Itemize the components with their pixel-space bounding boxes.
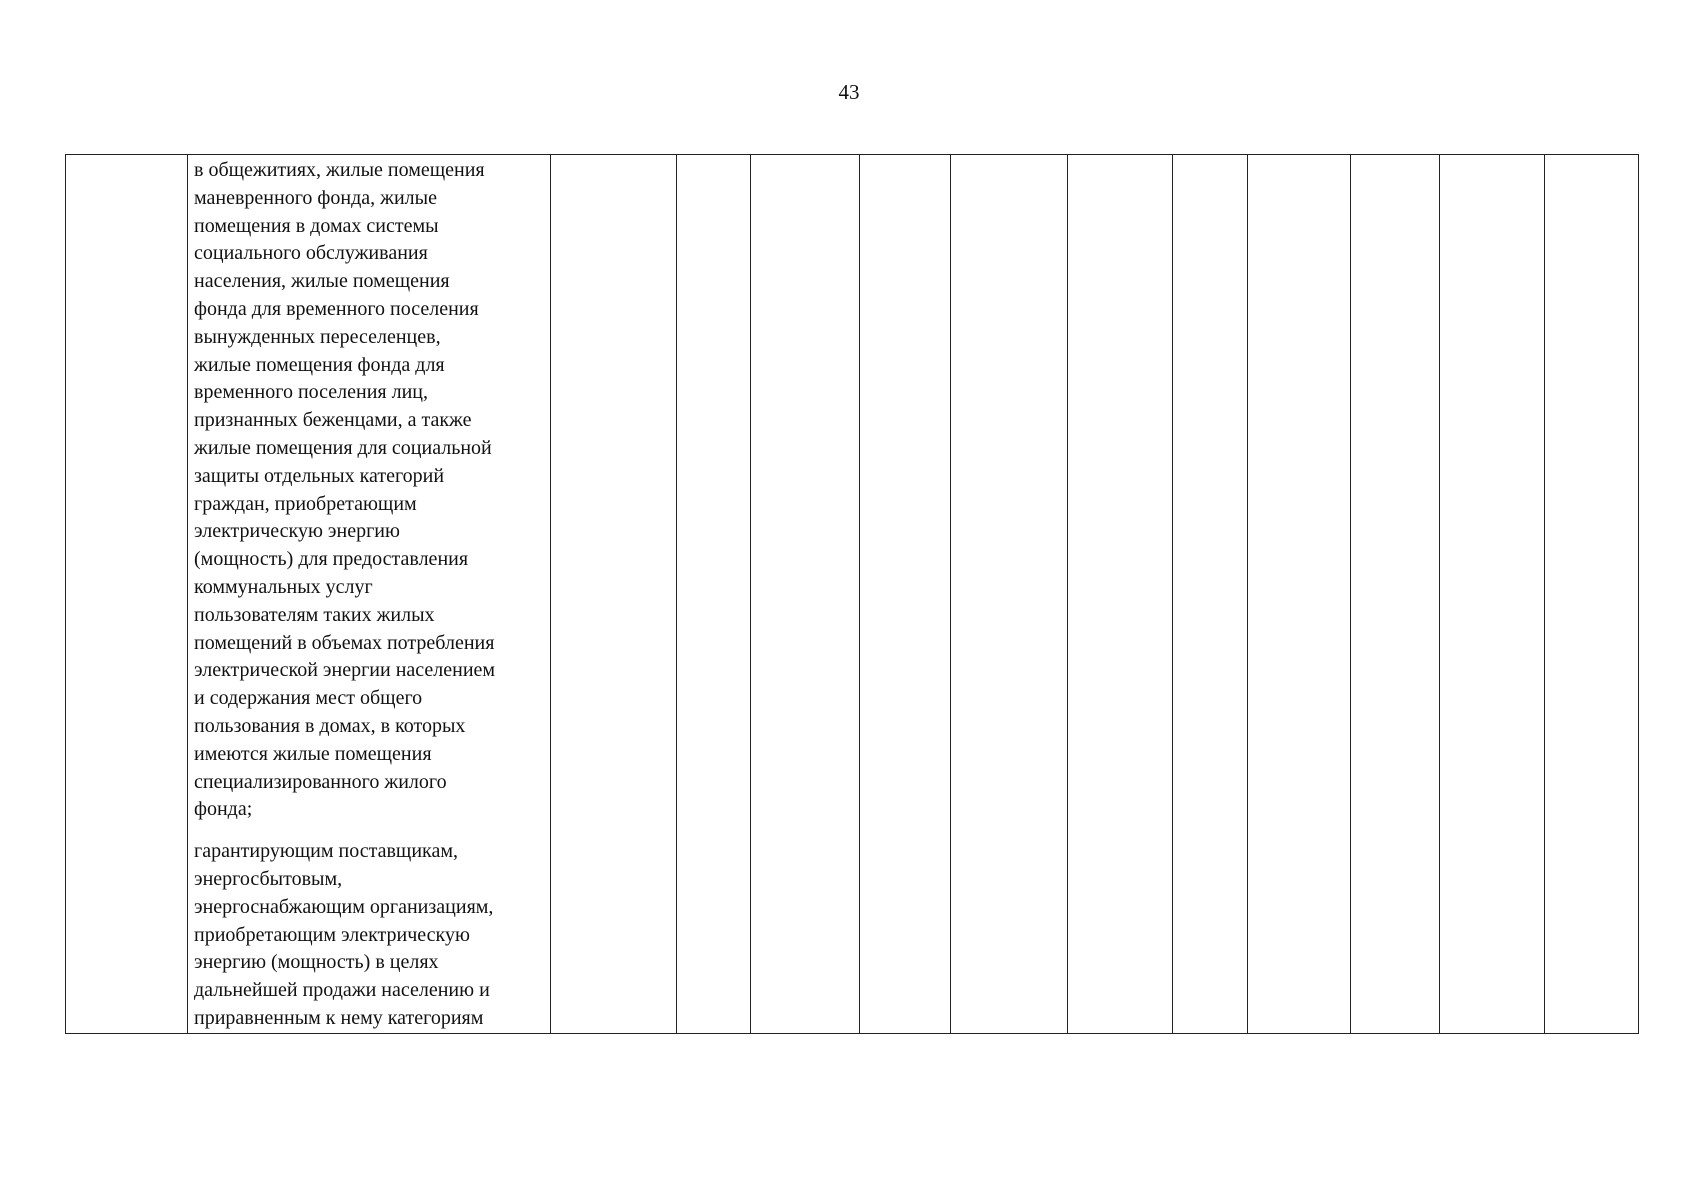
- empty-cell: [1248, 155, 1351, 1034]
- empty-cell: [1545, 155, 1639, 1034]
- number-cell: [66, 155, 188, 1034]
- table-row: [66, 155, 1639, 1034]
- empty-cell: [751, 155, 860, 1034]
- empty-cell: [677, 155, 751, 1034]
- empty-cell: [860, 155, 951, 1034]
- data-table: [65, 154, 1639, 1034]
- empty-cell: [1173, 155, 1248, 1034]
- empty-cell: [1440, 155, 1545, 1034]
- description-cell: [188, 155, 551, 1034]
- empty-cell: [951, 155, 1068, 1034]
- description-paragraph-1: в общежитиях, жилые помещения маневренного фонда, жилые помещения в домах системы социального обслуживания населения, жилые помещения фонда для временного поселения вынужденных переселенцев, жилые помещения фонда для временного поселения лиц, признанных беженцами, а также жилые помещения для социальной защиты отдельных категорий граждан, приобретающим электрическую энергию (мощность) для предоставления коммунальных услуг пользователям таких жилых помещений в объемах потребления электрической энергии населением и содержания мест общего пользования в домах, в которых имеются жилые помещения специализированного жилого фонда;: [194, 159, 496, 821]
- description-paragraph-2: гарантирующим поставщикам, энергосбытовым, энергоснабжающим организациям, приобретающим электрическую энергию (мощность) в целях дальнейшей продажи населению и приравненным к нему категориям: [194, 840, 494, 1029]
- page-number: 43: [838, 80, 860, 104]
- empty-cell: [551, 155, 677, 1034]
- empty-cell: [1351, 155, 1440, 1034]
- empty-cell: [1068, 155, 1173, 1034]
